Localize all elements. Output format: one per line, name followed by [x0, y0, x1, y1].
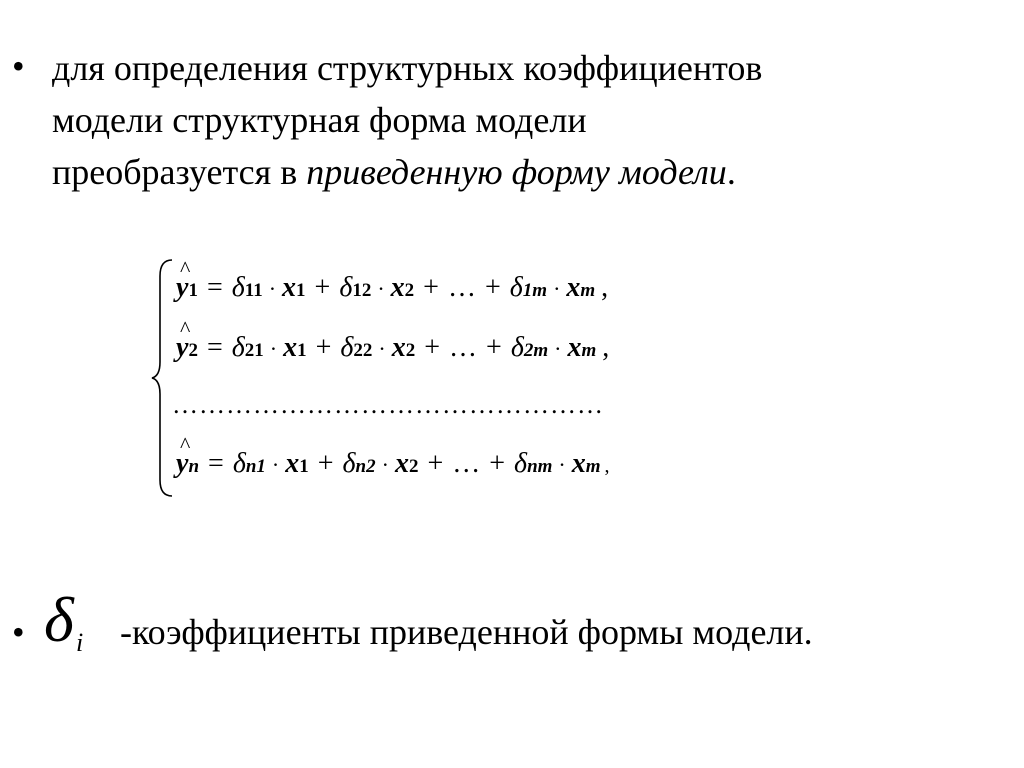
equation-row-n: ^ y n = δ n1 · x 1 + δ n2 · x 2 + … + δ nm · x m , — [176, 432, 610, 479]
para-line-3-suffix: . — [726, 152, 736, 192]
reduced-form-term: приведенную форму модели — [306, 152, 727, 192]
y-hat: ^ y — [176, 432, 191, 479]
ellipsis-row: ………………………………………… — [172, 390, 604, 419]
y-hat: ^ y — [176, 256, 191, 303]
y-hat: ^ y — [176, 316, 191, 363]
bullet-2: • — [12, 612, 25, 652]
para-line-3-prefix: преобразуется в — [52, 152, 307, 192]
para-line-3 — [52, 146, 1012, 198]
para-line-1: для определения структурных коэффициентов — [52, 48, 763, 88]
para-line-2: модели структурная форма модели — [52, 100, 587, 140]
delta-subscript: i — [76, 628, 84, 657]
left-brace-icon — [150, 258, 176, 498]
coefficients-note — [44, 584, 1004, 668]
bullet-1: • — [12, 46, 25, 86]
intro-paragraph — [52, 42, 1012, 198]
equation-row-2: ^ y 2 = δ 21 · x 1 + δ 22 · x 2 + … + δ 2m · x m , — [176, 316, 610, 363]
equation-row-1: ^ y 1 = δ 11 · x 1 + δ 12 · x 2 + … + δ 1m · x m , — [176, 256, 609, 303]
delta-symbol: δ — [44, 584, 74, 655]
coefficients-note-text: -коэффициенты приведенной формы модели. — [120, 612, 813, 652]
equation-system — [150, 258, 770, 498]
